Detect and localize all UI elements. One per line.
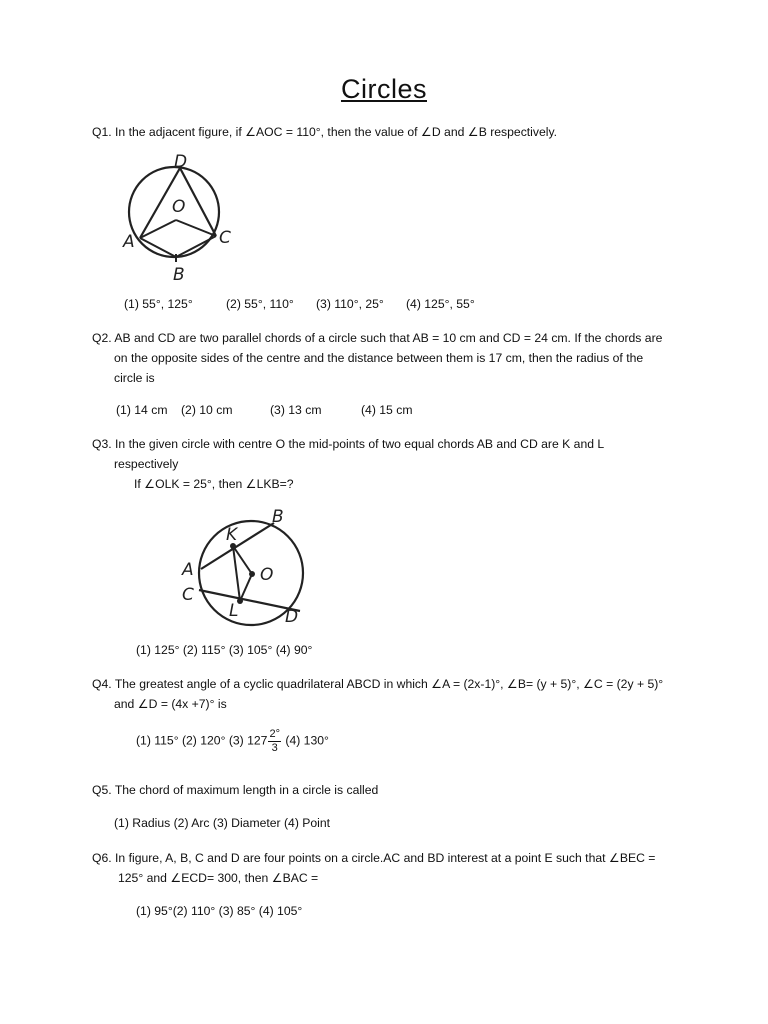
- chord-dc: [180, 168, 216, 236]
- label-d: D: [285, 607, 299, 627]
- question-2-line-2: on the opposite sides of the centre and the distance between them is 17 cm, then the radius of the: [114, 351, 644, 365]
- q1-option-1: (1) 55°, 125°: [124, 297, 193, 311]
- question-text-line-1: In the given circle with centre O the mid-points of two equal chords AB and CD are K and L: [115, 437, 605, 451]
- label-l: L: [229, 601, 239, 621]
- question-3: [92, 434, 604, 454]
- question-3-line-3: If ∠OLK = 25°, then ∠LKB=?: [134, 477, 294, 491]
- page-title: Circles: [340, 74, 427, 104]
- label-o: O: [172, 197, 186, 217]
- segment-ol: [240, 574, 252, 601]
- q4-options-before: (1) 115° (2) 120° (3) 127: [136, 733, 268, 748]
- q2-option-3: (3) 13 cm: [270, 403, 322, 417]
- question-1: [92, 122, 557, 142]
- question-text-line-1: The greatest angle of a cyclic quadrilateral ABCD in which ∠A = (2x-1)°, ∠B= (y + 5)°, ∠C = (2y + 5)°: [114, 677, 664, 691]
- q2-option-1: (1) 14 cm: [116, 403, 168, 417]
- fraction-denominator: 3: [271, 742, 278, 754]
- question-number: Q6.: [92, 851, 112, 865]
- q2-option-4: (4) 15 cm: [361, 403, 413, 417]
- q6-options: (1) 95°(2) 110° (3) 85° (4) 105°: [136, 904, 303, 918]
- q1-option-4: (4) 125°, 55°: [406, 297, 475, 311]
- question-number: Q2.: [92, 331, 112, 345]
- question-number: Q5.: [92, 783, 112, 797]
- question-6-line-2: 125° and ∠ECD= 300, then ∠BAC =: [118, 871, 319, 885]
- question-text: In the adjacent figure, if ∠AOC = 110°, then the value of ∠D and ∠B respectively.: [115, 125, 558, 139]
- label-c: C: [219, 228, 231, 248]
- q5-options: (1) Radius (2) Arc (3) Diameter (4) Point: [114, 816, 331, 830]
- question-4-line-2: and ∠D = (4x +7)° is: [114, 697, 227, 711]
- label-o: O: [260, 565, 274, 585]
- q4-options-after: (4) 130°: [285, 733, 329, 748]
- q1-option-2: (2) 55°, 110°: [226, 297, 294, 311]
- question-5: [92, 780, 378, 800]
- question-2-line-3: circle is: [114, 371, 155, 385]
- question-text-line-1: In figure, A, B, C and D are four points on a circle.AC and BD interest at a point E such that ∠BEC =: [115, 851, 656, 865]
- label-k: K: [226, 525, 238, 545]
- label-a: A: [123, 232, 135, 252]
- question-text-line-1: AB and CD are two parallel chords of a circle such that AB = 10 cm and CD = 24 cm. If the chords are: [114, 331, 663, 345]
- label-c: C: [182, 585, 194, 605]
- label-b: B: [173, 265, 185, 285]
- label-d: D: [174, 152, 188, 172]
- question-4: [92, 674, 663, 694]
- fraction-numerator: 2°: [269, 728, 280, 740]
- chord-bc: [176, 236, 216, 257]
- question-number: Q4.: [92, 677, 112, 691]
- question-6: [92, 848, 655, 868]
- q2-option-2: (2) 10 cm: [181, 403, 233, 417]
- question-number: Q1.: [92, 125, 112, 139]
- q4-options: [136, 728, 329, 755]
- q3-circle-figure: [176, 503, 316, 629]
- q3-options: (1) 125° (2) 115° (3) 105° (4) 90°: [136, 643, 313, 657]
- question-number: Q3.: [92, 437, 112, 451]
- fraction: [268, 728, 281, 755]
- q1-circle-figure: [118, 150, 248, 286]
- chord-ab: [201, 523, 274, 569]
- label-a: A: [182, 560, 194, 580]
- q1-option-3: (3) 110°, 25°: [316, 297, 384, 311]
- label-b: B: [272, 507, 284, 527]
- question-text: The chord of maximum length in a circle is called: [114, 783, 379, 797]
- point-o: [249, 571, 255, 577]
- question-2: [92, 328, 662, 348]
- question-3-line-2: respectively: [114, 457, 179, 471]
